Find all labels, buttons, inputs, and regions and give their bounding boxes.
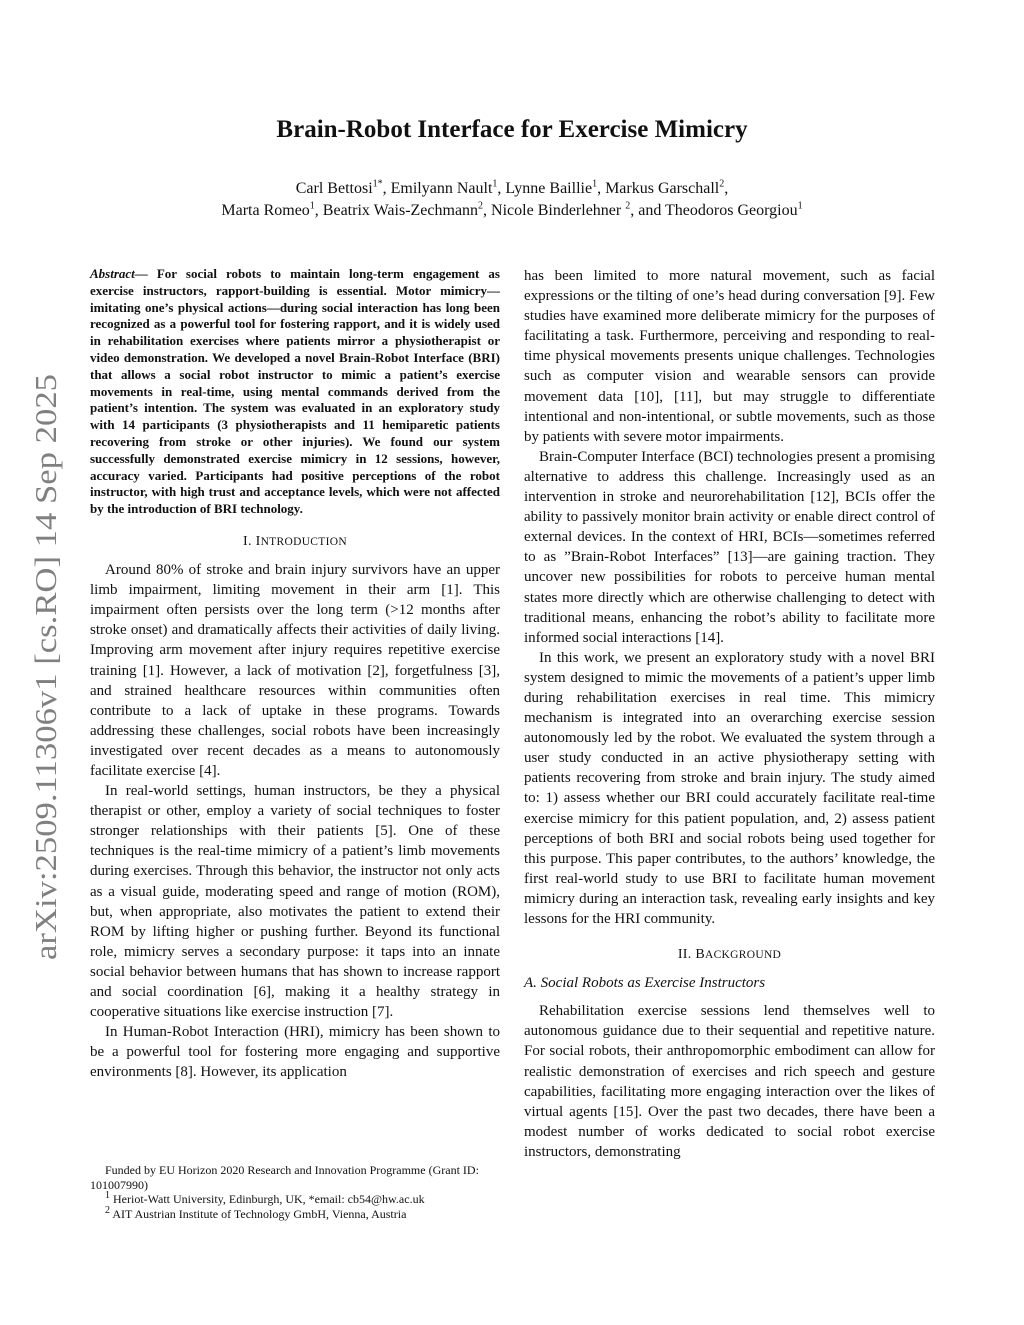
author-line-1: Carl Bettosi$^{1*}$, Emilyann Nault$^1$, Lynne Baillie$^1$, Markus Garschall$^2$, (295, 178, 729, 197)
abstract: Abstract— For social robots to maintain long-term engagement as exercise instructors, rapport-building is essential. Motor mimicry—imitating one’s physical actions—during social interaction has long been recognized as a powerful tool for fostering rapport, and it is widely used in rehabilitation exercises where patients mirror a physiotherapist or video demonstration. We developed a novel Brain-Robot Interface (BRI) that allows a social robot instructor to mimic a patient’s exercise movements in real-time, using mental commands derived from the patient’s intention. The system was evaluated in an exploratory study with 14 participants (3 physiotherapists and 11 hemiparetic patients recovering from stroke or other injuries). We found our system successfully demonstrated exercise mimicry in 12 sessions, however, accuracy varied. Participants had positive perceptions of the robot instructor, with high trust and acceptance levels, which were not affected by the introduction of BRI technology. (90, 266, 500, 517)
left-column (90, 266, 500, 1082)
subsection-heading-a: A. Social Robots as Exercise Instructors (524, 975, 766, 992)
footnotes (90, 1163, 500, 1221)
intro-paragraph-4: Brain-Computer Interface (BCI) technologies present a promising alternative to address this challenge. Increasingly used as an intervention in stroke and neurorehabilitation [12], BCIs offer the ability to passively monitor brain activity or enable direct control of external devices. In the context of HRI, BCIs—sometimes referred to as ”Brain-Robot Interfaces” [13]—are gaining traction. They uncover new possibilities for robots to perceive human mental states more directly which are otherwise challenging to detect with traditional means, enhancing the robot’s ability to facilitate more informed social interactions [14]. (524, 448, 935, 646)
arxiv-id: arXiv:2509.11306v1 [cs.RO] 14 Sep 2025 (28, 435, 63, 960)
author-list (0, 178, 1024, 222)
intro-paragraph-1: Around 80% of stroke and brain injury survivors have an upper limb impairment, limiting movement in their arm [1]. This impairment often persists over the long term (>12 months after stroke onset) and dramatically affects their activities of daily living. Improving arm movement after injury requires repetitive exercise training [1]. However, a lack of motivation [2], forgetfulness [3], and strained healthcare resources within communities often contribute to a lack of uptake in these programs. Towards addressing these challenges, social robots have been increasingly investigated over recent decades as a means to autonomously facilitate exercise [4]. (90, 562, 500, 779)
author-line-2: Marta Romeo$^1$, Beatrix Wais-Zechmann$^2$, Nicole Binderlehner $^2$, and Theodoros Georgiou$^1$ (221, 200, 803, 219)
intro-paragraph-3-continued: has been limited to more natural movement, such as facial expressions or the tilting of one’s head during conversation [9]. Few studies have examined more deliberate mimicry for the purposes of facilitating a task. Furthermore, perceiving and responding to real-time physical movements presents unique challenges. Technologies such as computer vision and wearable sensors can provide movement data [10], [11], but may struggle to differentiate intentional and non-intentional, or subtle movements, such as those by patients with severe motor impairments. (524, 268, 935, 445)
affiliation-1: $^1$ Heriot-Watt University, Edinburgh, UK, *email: cb54@hw.ac.uk (105, 1190, 425, 1206)
right-column (524, 266, 935, 1162)
funding-note: Funded by EU Horizon 2020 Research and Innovation Programme (Grant ID: 101007990) (90, 1163, 479, 1192)
background-paragraph-1: Rehabilitation exercise sessions lend themselves well to autonomous guidance due to their sequential and repetitive nature. For social robots, their anthropomorphic embodiment can allow for realistic demonstration of exercises and rich speech and gesture capabilities, facilitating more engaging interaction over the likes of virtual agents [15]. Over the past two decades, there have been a modest number of works dedicated to social robot exercise instructors, demonstrating (524, 1003, 935, 1160)
arxiv-stamp (20, 370, 68, 970)
affiliation-2: $^2$ AIT Austrian Institute of Technology GmbH, Vienna, Austria (105, 1204, 407, 1221)
abstract-text: For social robots to maintain long-term engagement as exercise instructors, rapport-building is essential. Motor mimicry—imitating one’s physical actions—during social interaction has long been recognized as a powerful tool for fostering rapport, and it is widely used in rehabilitation exercises where patients mirror a physiotherapist or video demonstration. We developed a novel Brain-Robot Interface (BRI) that allows a social robot instructor to mimic a patient’s exercise movements in real-time, using mental commands derived from the patient’s intention. The system was evaluated in an exploratory study with 14 participants (3 physiotherapists and 11 hemiparetic patients recovering from stroke or other injuries). We found our system successfully demonstrated exercise mimicry in 12 sessions, however, accuracy varied. Participants had positive perceptions of the robot instructor, with high trust and acceptance levels, which were not affected by the introduction of BRI technology. (90, 266, 500, 517)
intro-paragraph-3: In Human-Robot Interaction (HRI), mimicry has been shown to be a powerful tool for fostering more engaging and supportive environments [8]. However, its application (90, 1024, 500, 1081)
paper-title: Brain-Robot Interface for Exercise Mimicry (276, 116, 748, 143)
intro-paragraph-2: In real-world settings, human instructors, be they a physical therapist or other, employ a variety of social techniques to foster stronger relationships with their patients [5]. One of these techniques is the real-time mimicry of a patient’s limb movements during exercises. Through this behavior, the instructor not only acts as a visual guide, moderating speed and range of motion (ROM), but, when appropriate, also motivates the patient to extend their ROM by lifting higher or pushing further. Beyond its functional role, mimicry serves a secondary purpose: it taps into an innate social behavior between humans that has shown to increase rapport and social coordination [6], making it a healthy strategy in cooperative situations like exercise instruction [7]. (90, 783, 500, 1021)
intro-paragraph-5: In this work, we present an exploratory study with a novel BRI system designed to mimic the movements of a patient’s upper limb during rehabilitation exercises in real time. This mimicry mechanism is integrated into an overarching exercise session autonomously led by the robot. We evaluated the system through a user study conducted in an active physiotherapy setting with patients recovering from stroke and brain injury. The study aimed to: 1) assess whether our BRI could accurately facilitate real-time exercise mimicry for this patient population, and, 2) assess patient perceptions of both BRI and social robots being used together for this purpose. This paper contributes, to the authors’ knowledge, the first real-world study to use BRI to facilitate human movement mimicry during an interaction task, revealing early insights and key lessons for the HRI community. (524, 649, 935, 927)
section-heading-introduction: I. INTRODUCTION (243, 533, 347, 549)
abstract-label: Abstract (90, 266, 135, 281)
section-heading-background: II. BACKGROUND (677, 947, 782, 963)
